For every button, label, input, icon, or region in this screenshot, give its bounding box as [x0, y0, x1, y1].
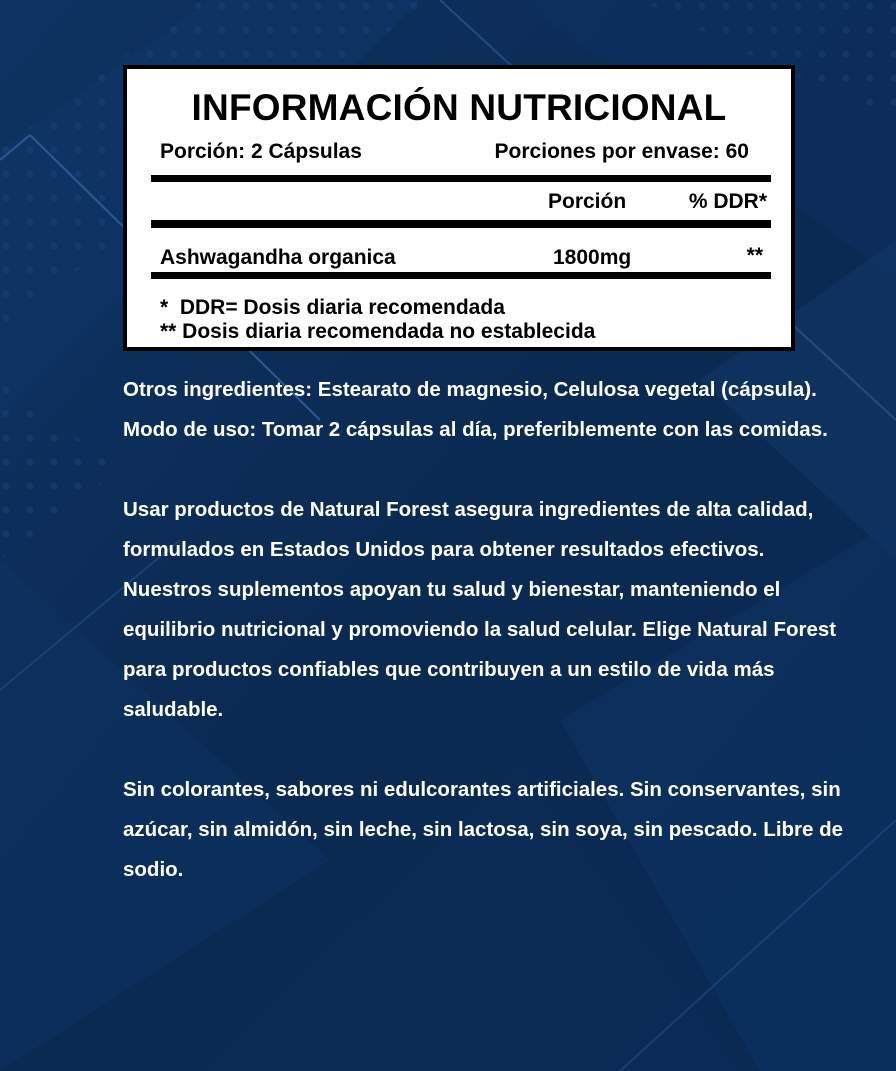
- product-description: [123, 370, 853, 890]
- usage-instructions: Modo de uso: Tomar 2 cápsulas al día, preferiblemente con las comidas.: [123, 418, 828, 441]
- ingredient-name: Ashwagandha organica: [160, 246, 396, 269]
- spacer: [123, 730, 853, 770]
- other-ingredients: Otros ingredientes: Estearato de magnesio, Celulosa vegetal (cápsula).: [123, 378, 817, 401]
- servings-per-container: Porciones por envase: 60: [494, 140, 749, 163]
- spacer: [123, 450, 853, 490]
- free-from-paragraph: Sin colorantes, sabores ni edulcorantes artificiales. Sin conservantes, sin azúcar, sin almidón, sin leche, sin lactosa, sin soya, sin pescado. Libre de sodio.: [123, 778, 844, 881]
- divider: [151, 175, 771, 182]
- column-header-portion: Porción: [548, 190, 627, 213]
- divider: [151, 220, 771, 228]
- nutrition-title: INFORMACIÓN NUTRICIONAL: [191, 87, 727, 128]
- ingredient-amount: 1800mg: [553, 246, 632, 269]
- brand-paragraph: Usar productos de Natural Forest asegura ingredientes de alta calidad, formulados en Estados Unidos para obtener resultados efectivos. Nuestros suplementos apoyan tu salud y bienestar, manteniendo el equilibrio nutricional y promoviendo la salud celular. Elige Natural Forest para productos confiables que contribuyen a un estilo de vida más saludable.: [123, 498, 837, 721]
- column-header-ddr: % DDR*: [688, 190, 767, 213]
- nutrition-facts-panel: [123, 65, 795, 351]
- footnote-not-established: ** Dosis diaria recomendada no establecida: [160, 320, 596, 343]
- divider: [151, 272, 771, 279]
- serving-size: Porción: 2 Cápsulas: [160, 140, 362, 163]
- ingredient-ddr: **: [746, 244, 763, 267]
- footnote-ddr: * DDR= Dosis diaria recomendada: [160, 296, 505, 319]
